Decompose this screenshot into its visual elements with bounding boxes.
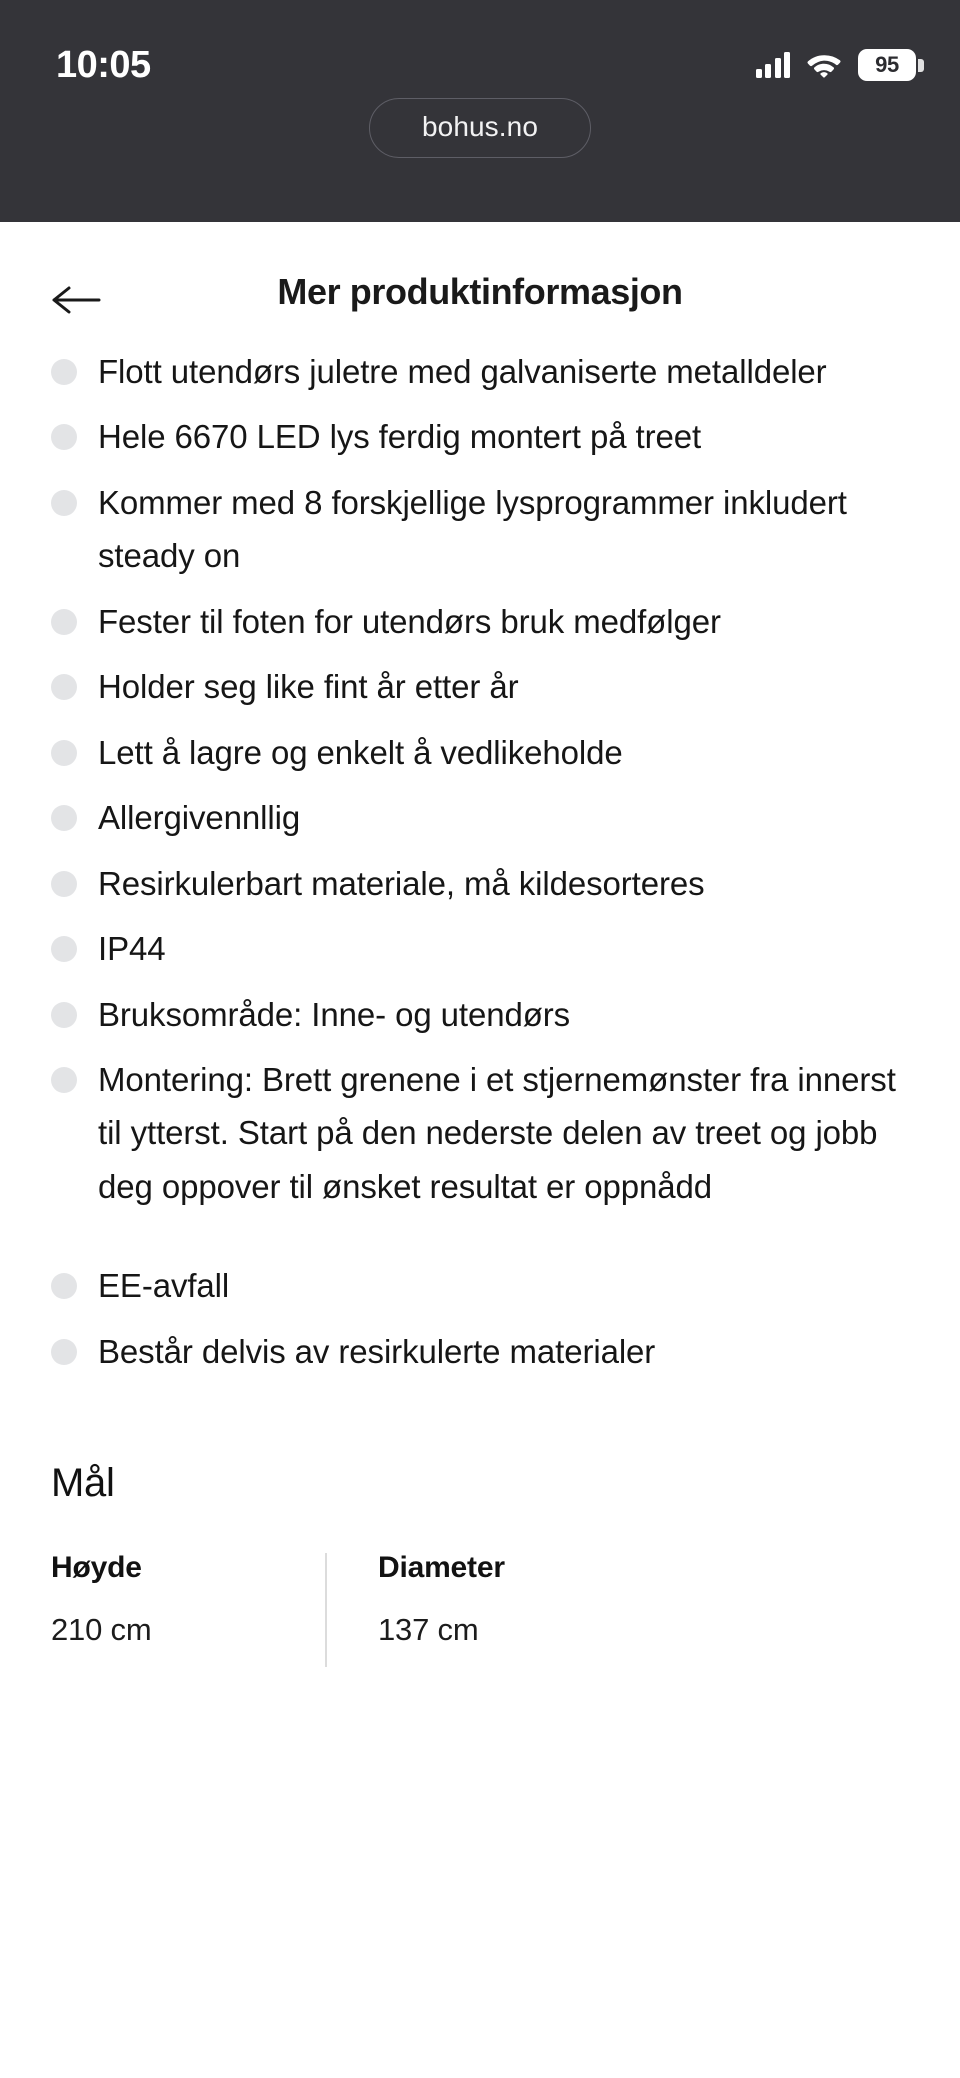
feature-text: Består delvis av resirkulerte materialer	[98, 1332, 656, 1370]
feature-list-item	[51, 476, 916, 583]
bullet-dot-icon	[51, 1067, 77, 1093]
feature-list	[0, 345, 960, 1378]
feature-list-item	[51, 1325, 916, 1378]
feature-text: Montering: Brett grenene i et stjernemønster fra innerst til ytterst. Start på den nederste delen av treet og jobb deg oppover til ønsket resultat er oppnådd	[98, 1060, 896, 1205]
dimensions-row	[51, 1550, 909, 1648]
signal-bars-icon	[756, 52, 791, 78]
feature-list-item	[51, 726, 916, 779]
wifi-icon	[807, 52, 841, 78]
feature-text: Holder seg like fint år etter år	[98, 668, 519, 706]
feature-list-item	[51, 595, 916, 648]
status-bar	[0, 0, 960, 92]
feature-text: Kommer med 8 forskjellige lysprogrammer inkludert steady on	[98, 483, 847, 575]
dimension-value: 137 cm	[378, 1612, 479, 1648]
battery-cap	[918, 59, 924, 72]
dimension-value: 210 cm	[51, 1612, 152, 1648]
feature-text: Allergivennllig	[98, 799, 301, 837]
battery-level-label: 95	[875, 52, 899, 77]
bullet-dot-icon	[51, 936, 77, 962]
dimensions-heading: Mål	[51, 1461, 115, 1506]
feature-list-item	[51, 1259, 916, 1312]
product-info-content	[0, 345, 960, 1648]
status-bar-clock: 10:05	[56, 44, 151, 86]
feature-list-item	[51, 345, 916, 398]
bullet-dot-icon	[51, 1273, 77, 1299]
bullet-dot-icon	[51, 424, 77, 450]
bullet-dot-icon	[51, 805, 77, 831]
bullet-dot-icon	[51, 609, 77, 635]
bullet-dot-icon	[51, 674, 77, 700]
feature-text: Resirkulerbart materiale, må kildesorteres	[98, 864, 705, 902]
bullet-dot-icon	[51, 359, 77, 385]
feature-list-item	[51, 660, 916, 713]
url-text: bohus.no	[421, 111, 538, 142]
feature-list-item	[51, 410, 916, 463]
bullet-dot-icon	[51, 1002, 77, 1028]
url-bar[interactable]	[369, 98, 591, 158]
dimensions-section	[0, 1460, 960, 1648]
page-header	[0, 222, 960, 345]
feature-list-item	[51, 922, 916, 975]
page-title: Mer produktinformasjon	[277, 271, 683, 312]
feature-text: Flott utendørs juletre med galvaniserte metalldeler	[98, 353, 827, 390]
browser-chrome	[0, 0, 960, 222]
battery-icon	[858, 49, 924, 81]
status-bar-icons	[756, 49, 925, 81]
feature-text: IP44	[98, 930, 166, 968]
bullet-dot-icon	[51, 871, 77, 897]
dimensions-divider	[325, 1553, 327, 1667]
bullet-dot-icon	[51, 490, 77, 516]
feature-text: Lett å lagre og enkelt å vedlikeholde	[98, 733, 623, 771]
feature-text: Hele 6670 LED lys ferdig montert på treet	[98, 418, 702, 456]
bullet-dot-icon	[51, 740, 77, 766]
feature-text: Fester til foten for utendørs bruk medfølger	[98, 602, 721, 640]
dimension-cell-height	[51, 1550, 326, 1648]
feature-text: Bruksområde: Inne- og utendørs	[98, 995, 571, 1033]
dimension-cell-diameter	[326, 1550, 601, 1648]
url-bar-row	[0, 92, 960, 158]
feature-list-item	[51, 791, 916, 844]
feature-list-item	[51, 1053, 916, 1213]
dimension-label: Diameter	[378, 1551, 505, 1585]
feature-list-item	[51, 857, 916, 910]
dimension-label: Høyde	[51, 1551, 142, 1585]
feature-text: EE-avfall	[98, 1267, 230, 1305]
bullet-dot-icon	[51, 1339, 77, 1365]
feature-list-item	[51, 988, 916, 1041]
